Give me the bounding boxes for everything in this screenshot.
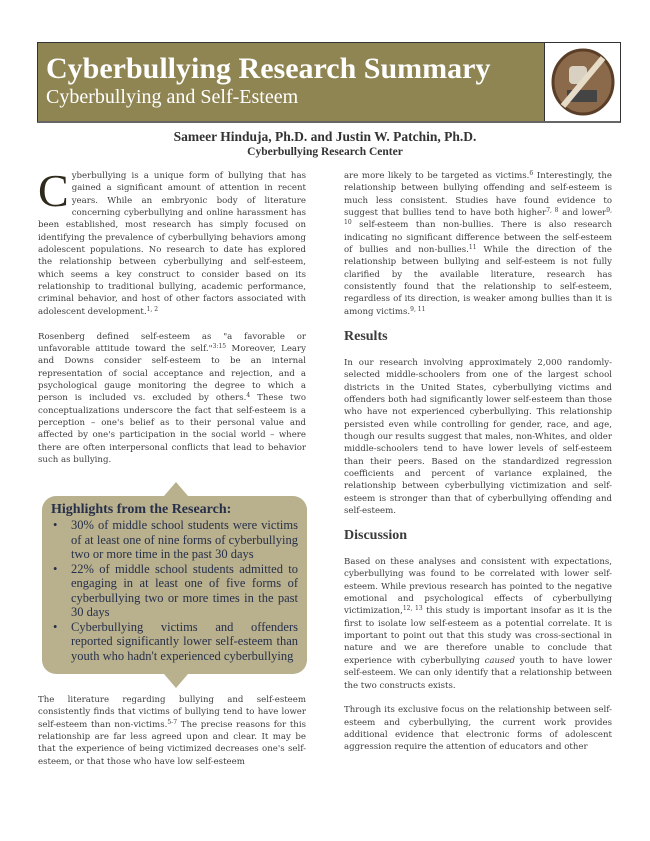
discussion-heading: Discussion [344, 527, 408, 543]
paragraph-text: are more likely to be targeted as victims. [344, 171, 530, 181]
paragraph-text: Moreover, Leary and Downs consider self-esteem to be an internal representation of social acceptance and rejection, and a psychological gauge monitoring the degree to which a person is included vs. excluded by others. [38, 343, 306, 404]
research-center: Cyberbullying Research Center [247, 146, 403, 158]
discussion-paragraph-2: Through its exclusive focus on the relationship between self-esteem and cyberbullying, the current work provides additional evidence that electronic forms of adolescent aggression require the attention of educators and other [344, 705, 612, 753]
paragraph-text: The precise reasons for this relationship are far less agreed upon and clear. It may be that the experience of being victimized decreases one's self-esteem, or that those who have low self-esteem [38, 719, 306, 767]
citation: 1, 2 [146, 305, 159, 313]
paragraph-text: Interestingly, the relationship between bullying offending and self-esteem is much less consistent. Studies have found evidence to suggest that bullies tend to have both higher [344, 171, 612, 219]
drop-cap: C [38, 165, 69, 216]
citation: 7, 8 [546, 207, 559, 215]
header-banner [37, 42, 621, 123]
citation: 12, 13 [402, 605, 423, 613]
highlights-box [42, 496, 307, 674]
left-column-bottom [38, 694, 306, 780]
discussion-paragraph [344, 556, 612, 692]
paragraph-text: self-esteem than non-bullies. There is also research indicating no significant difference between the self-esteem of bullies and non-bullies. [344, 220, 612, 256]
citation: 11 [468, 244, 477, 252]
left-column [38, 165, 306, 479]
document-subtitle: Cyberbullying and Self-Esteem [46, 86, 299, 108]
highlights-title: Highlights from the Research: [51, 502, 232, 517]
citation: 9, 11 [410, 305, 426, 313]
paragraph-text: While the direction of the relationship between bullying and self-esteem is not fully clarified by the available literature, research has consistently found that the relationship to self-esteem, regardless of its direction, is weaker among bullies than it is among victims. [344, 245, 612, 317]
paragraph-text: and lower [558, 208, 607, 219]
continuation-paragraph [344, 170, 612, 318]
title-block [38, 43, 544, 121]
citation: 5-7 [167, 718, 178, 726]
results-paragraph: In our research involving approximately 2,000 randomly-selected middle-schoolers from one of the largest school districts in the United States, cyberbullying victims and offenders both had significantly lower self-esteem than those who have not experienced cyberbullying. This relationship persisted even while controlling for gender, race, and age, though our results suggest that males, non-Whites, and older middle-schoolers tend to have lower levels of self-esteem than their peers. Based on the standardized regression coefficients and percent of variance explained, the relationship between cyberbullying victimization and self-esteem is stronger than that of cyberbullying offending and self-esteem. [344, 357, 612, 516]
citation: 3:15 [212, 342, 227, 350]
paragraph-text: The literature regarding bullying and self-esteem consistently finds that victims of bullying tend to have lower self-esteem than non-victims. [38, 695, 306, 730]
citation: 6 [529, 170, 534, 177]
emphasis-text: caused [484, 655, 516, 666]
author-block [0, 128, 650, 159]
paragraph-text: Based on these analyses and consistent with expectations, cyberbullying was found to be correlated with lower self-esteem. While previous research has pointed to the negative emotional and psychological effects of cyberbullying victimization, [344, 557, 612, 617]
results-heading: Results [344, 328, 388, 344]
citation: 9, 10 [344, 207, 613, 227]
right-column [344, 170, 612, 766]
intro-paragraph [38, 165, 306, 318]
paragraph-text: Rosenberg defined self-esteem as "a favorable or unfavorable attitude toward the self." [38, 331, 306, 354]
no-cyberbullying-logo [544, 43, 620, 121]
highlights-list [51, 518, 298, 663]
author-names: Sameer Hinduja, Ph.D. and Justin W. Patchin, Ph.D. [173, 129, 477, 144]
highlight-item: • 30% of middle school students were victims of at least one of nine forms of cyberbullying two or more time in the past 30 days [51, 518, 298, 562]
paragraph-text: youth to have lower self-esteem. We can only identify that a relationship between the two constructs exists. [344, 655, 612, 691]
paragraph-text: These two conceptualizations underscore the fact that self-esteem is a perception – one's belief as to their personal value and affected by one's participation in the social world – where there are often interpersonal conflicts that lead to behavior such as bullying. [38, 393, 306, 465]
no-cyberbullying-icon [549, 48, 617, 116]
highlight-item: • Cyberbullying victims and offenders reported significantly lower self-esteem than youth who hadn't experienced cyberbullying [51, 620, 298, 664]
highlight-item: • 22% of middle school students admitted to engaging in at least one of five forms of cyberbullying two or more times in the past 30 days [51, 562, 298, 620]
paragraph-text: yberbullying is a unique form of bullying that has gained a significant amount of attention in recent years. While an embryonic body of literature concerning cyberbullying and online harassment has been established, most research has simply focused on identifying the prevalence of cyberbullying behaviors among adolescent populations. No research to date has explored the relationship between cyberbullying and self-esteem, which seems a key construct to consider based on its relationship to traditional bullying, academic performance, criminal behavior, and host of other factors associated with adolescent development. [38, 171, 306, 317]
paragraph-text: this study is important insofar as it is the first to isolate low self-esteem as a potential correlate. It is important to point out that this study was cross-sectional in nature and we are therefore unable to conclude that experience with cyberbullying [344, 606, 612, 666]
definition-paragraph [38, 331, 306, 467]
citation: 4 [246, 392, 251, 400]
document-title: Cyberbullying Research Summary [46, 52, 491, 85]
literature-paragraph [38, 694, 306, 768]
